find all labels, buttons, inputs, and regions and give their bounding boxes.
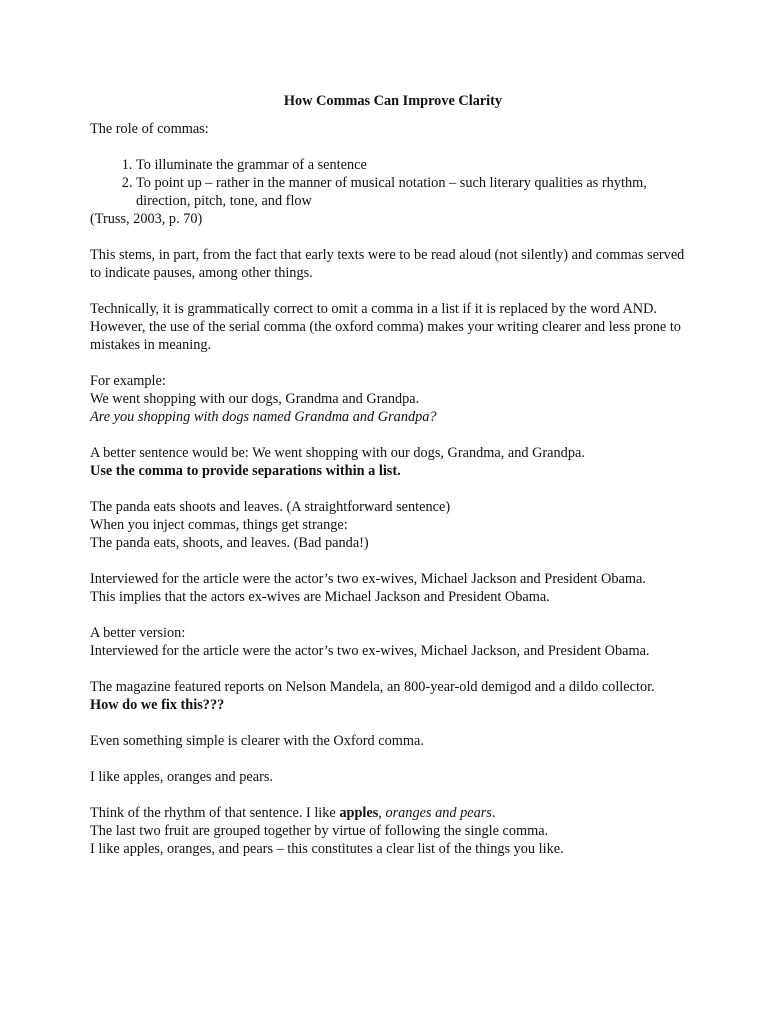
example-block — [90, 372, 688, 426]
example-sentence: We went shopping with our dogs, Grandma and Grandpa. — [90, 391, 420, 407]
list-item: 1. To illuminate the grammar of a sentence — [136, 156, 688, 174]
magazine-question: How do we fix this??? — [90, 697, 225, 713]
better-version-lead: A better version: — [90, 625, 186, 641]
paragraph-simple: Even something simple is clearer with the Oxford comma. — [90, 733, 424, 749]
page-title: How Commas Can Improve Clarity — [283, 93, 503, 109]
better-sentence-block — [90, 444, 688, 480]
citation: (Truss, 2003, p. 70) — [90, 211, 203, 227]
roles-list — [90, 156, 688, 210]
rhythm-bold-word: apples — [339, 805, 379, 821]
paragraph-stems: This stems, in part, from the fact that early texts were to be read aloud (not silently) and commas served to indicate pauses, among other things. — [90, 247, 685, 281]
paragraph-technically: Technically, it is grammatically correct to omit a comma in a list if it is replaced by the word AND. However, the use of the serial comma (the oxford comma) makes your writing clearer and less prone to mistakes in meaning. — [90, 301, 681, 353]
rhythm-line-3: I like apples, oranges, and pears – this constitutes a clear list of the things you like. — [90, 841, 564, 857]
better-version-block — [90, 624, 688, 660]
example-lead: For example: — [90, 373, 166, 389]
interview-block — [90, 570, 688, 606]
rhythm-period: . — [491, 805, 496, 821]
roles-list-block — [90, 156, 688, 210]
panda-line-3: The panda eats, shoots, and leaves. (Bad panda!) — [90, 535, 369, 551]
rhythm-prefix: Think of the rhythm of that sentence. I like — [90, 805, 340, 821]
panda-line-1: The panda eats shoots and leaves. (A straightforward sentence) — [90, 499, 451, 515]
rhythm-block — [90, 804, 688, 858]
better-sentence: A better sentence would be: We went shopping with our dogs, Grandma, and Grandpa. — [90, 445, 585, 461]
paragraph-apples: I like apples, oranges and pears. — [90, 769, 274, 785]
magazine-block — [90, 678, 688, 714]
magazine-sentence: The magazine featured reports on Nelson Mandela, an 800-year-old demigod and a dildo collector. — [90, 679, 655, 695]
list-item: 2. To point up – rather in the manner of musical notation – such literary qualities as rhythm, direction, pitch, tone, and flow — [136, 174, 688, 210]
rhythm-line-2: The last two fruit are grouped together by virtue of following the single comma. — [90, 823, 549, 839]
example-question: Are you shopping with dogs named Grandma and Grandpa? — [90, 409, 437, 425]
rhythm-line-1 — [90, 804, 688, 822]
interview-line-2: This implies that the actors ex-wives are Michael Jackson and President Obama. — [90, 589, 550, 605]
better-version-sentence: Interviewed for the article were the actor’s two ex-wives, Michael Jackson, and President Obama. — [90, 643, 650, 659]
panda-block — [90, 498, 688, 552]
roles-intro: The role of commas: — [90, 121, 209, 137]
rhythm-comma: , — [378, 805, 386, 821]
panda-line-2: When you inject commas, things get strange: — [90, 517, 348, 533]
comma-rule: Use the comma to provide separations within a list. — [90, 463, 401, 479]
interview-line-1: Interviewed for the article were the actor’s two ex-wives, Michael Jackson and President Obama. — [90, 571, 646, 587]
rhythm-italic-phrase: oranges and pears — [385, 805, 492, 821]
